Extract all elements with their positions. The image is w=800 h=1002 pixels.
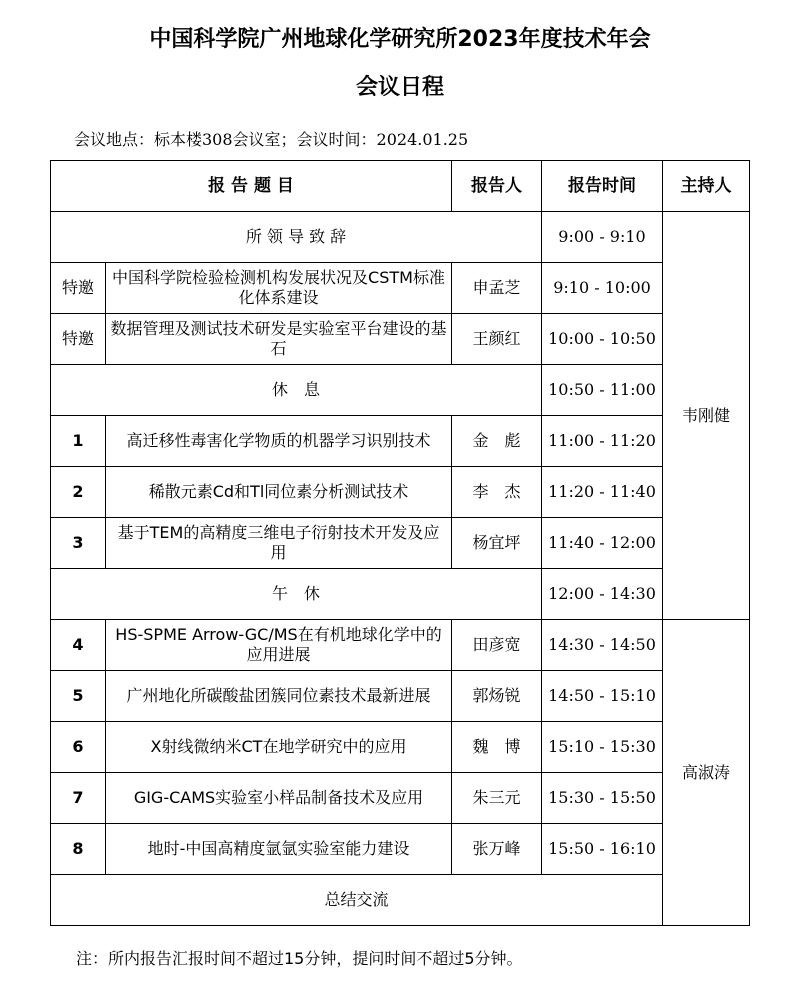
- talk-number: 7: [51, 773, 106, 824]
- header-row: [51, 161, 750, 212]
- talk-time: 11:40 - 12:00: [542, 518, 663, 569]
- talk-speaker: 杨宜坪: [452, 518, 542, 569]
- schedule-table: [50, 160, 750, 926]
- closing-row: [51, 875, 750, 926]
- talk-time: 11:20 - 11:40: [542, 467, 663, 518]
- talk-time: 14:50 - 15:10: [542, 671, 663, 722]
- col-header-time: 报告时间: [542, 161, 663, 212]
- talk-number: 3: [51, 518, 106, 569]
- talk-topic: GIG-CAMS实验室小样品制备技术及应用: [106, 773, 452, 824]
- opening-time: 9:00 - 9:10: [542, 212, 663, 263]
- talk-speaker: 申孟芝: [452, 263, 542, 314]
- talk-topic: 基于TEM的高精度三维电子衍射技术开发及应用: [106, 518, 452, 569]
- talk-speaker: 田彦宽: [452, 620, 542, 671]
- talk-speaker: 郭炀锐: [452, 671, 542, 722]
- lunch-row: [51, 569, 750, 620]
- talk-time: 15:30 - 15:50: [542, 773, 663, 824]
- talk-speaker: 金 彪: [452, 416, 542, 467]
- talk-topic: 稀散元素Cd和Tl同位素分析测试技术: [106, 467, 452, 518]
- table-row: [51, 824, 750, 875]
- break-label: 休 息: [51, 365, 542, 416]
- talk-topic: 数据管理及测试技术研发是实验室平台建设的基石: [106, 314, 452, 365]
- talk-speaker: 魏 博: [452, 722, 542, 773]
- lunch-time: 12:00 - 14:30: [542, 569, 663, 620]
- talk-speaker: 王颜红: [452, 314, 542, 365]
- table-row: [51, 671, 750, 722]
- host-afternoon: 高淑涛: [663, 620, 750, 926]
- footer-note: 注：所内报告汇报时间不超过15分钟，提问时间不超过5分钟。: [76, 949, 523, 968]
- invited-tag: 特邀: [51, 263, 106, 314]
- table-row: [51, 416, 750, 467]
- talk-time: 14:30 - 14:50: [542, 620, 663, 671]
- col-header-host: 主持人: [663, 161, 750, 212]
- talk-speaker: 朱三元: [452, 773, 542, 824]
- document-subtitle: 会议日程: [355, 75, 444, 100]
- talk-topic: X射线微纳米CT在地学研究中的应用: [106, 722, 452, 773]
- talk-time: 10:00 - 10:50: [542, 314, 663, 365]
- talk-number: 6: [51, 722, 106, 773]
- talk-time: 15:10 - 15:30: [542, 722, 663, 773]
- talk-topic: 中国科学院检验检测机构发展状况及CSTM标准化体系建设: [106, 263, 452, 314]
- talk-speaker: 李 杰: [452, 467, 542, 518]
- table-row: [51, 263, 750, 314]
- talk-topic: 地时-中国高精度氩氩实验室能力建设: [106, 824, 452, 875]
- talk-number: 1: [51, 416, 106, 467]
- talk-number: 8: [51, 824, 106, 875]
- table-row: [51, 722, 750, 773]
- talk-time: 9:10 - 10:00: [542, 263, 663, 314]
- document-title: 中国科学院广州地球化学研究所2023年度技术年会: [149, 27, 651, 52]
- lunch-label: 午 休: [51, 569, 542, 620]
- table-row: [51, 620, 750, 671]
- meeting-info: 会议地点：标本楼308会议室；会议时间：2024.01.25: [74, 130, 469, 149]
- talk-topic: HS-SPME Arrow-GC/MS在有机地球化学中的应用进展: [106, 620, 452, 671]
- talk-topic: 广州地化所碳酸盐团簇同位素技术最新进展: [106, 671, 452, 722]
- table-row: [51, 467, 750, 518]
- closing-label: 总结交流: [51, 875, 663, 926]
- opening-row: [51, 212, 750, 263]
- table-row: [51, 773, 750, 824]
- talk-time: 11:00 - 11:20: [542, 416, 663, 467]
- opening-label: 所 领 导 致 辞: [51, 212, 542, 263]
- col-header-topic: 报 告 题 目: [51, 161, 452, 212]
- host-morning: 韦刚健: [663, 212, 750, 620]
- talk-number: 4: [51, 620, 106, 671]
- break-time: 10:50 - 11:00: [542, 365, 663, 416]
- break-row: [51, 365, 750, 416]
- talk-time: 15:50 - 16:10: [542, 824, 663, 875]
- table-row: [51, 518, 750, 569]
- invited-tag: 特邀: [51, 314, 106, 365]
- talk-number: 2: [51, 467, 106, 518]
- talk-speaker: 张万峰: [452, 824, 542, 875]
- col-header-speaker: 报告人: [452, 161, 542, 212]
- table-row: [51, 314, 750, 365]
- talk-topic: 高迁移性毒害化学物质的机器学习识别技术: [106, 416, 452, 467]
- talk-number: 5: [51, 671, 106, 722]
